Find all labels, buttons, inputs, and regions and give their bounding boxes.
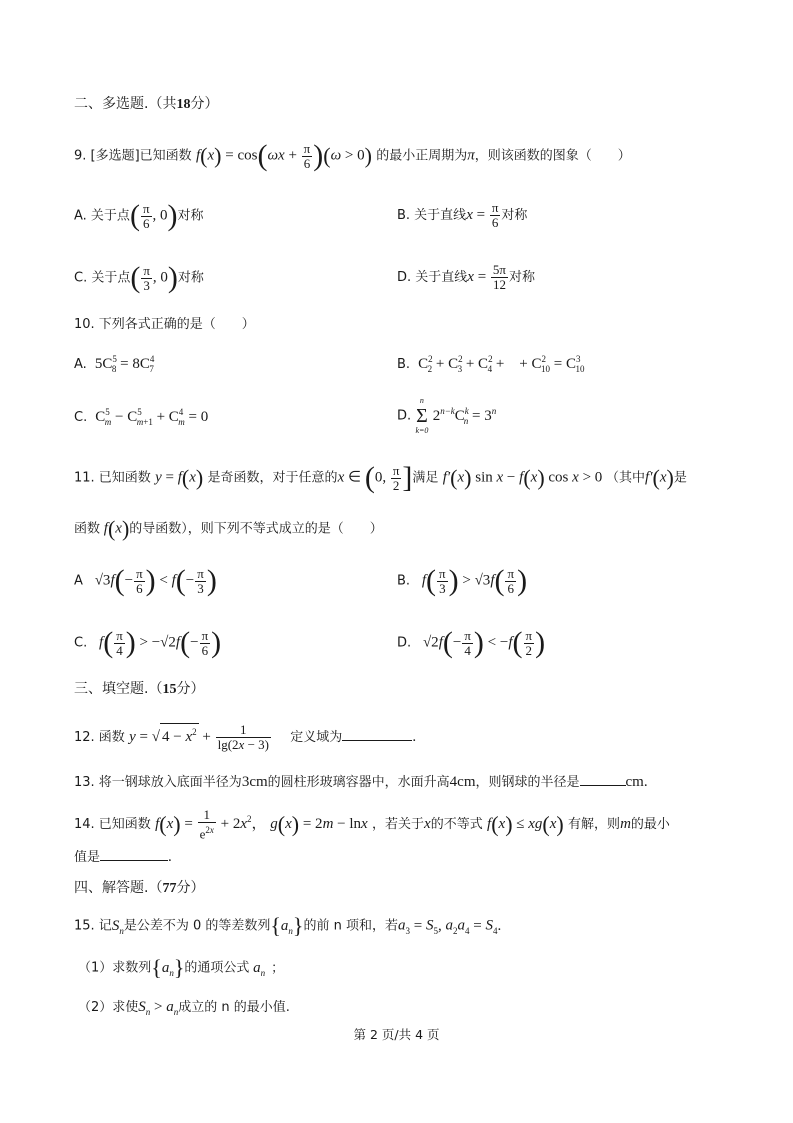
answer-blank-13[interactable] <box>580 773 626 786</box>
question-11-stem-line1: 11. 已知函数 y = f(x) 是奇函数，对于任意的x ∈ (0, $\frac{\pi}{2}$ ]满足 f′(x) sin x − f(x) cos x > 0 （其中f′(x)是 <box>74 461 687 494</box>
question-10-stem: 10. 下列各式正确的是（ ） <box>74 317 255 332</box>
question-9-option-b: B. 关于直线x = $\frac{\pi}{6}$ 对称 <box>397 200 528 230</box>
section-4-score: 77 <box>162 881 177 896</box>
question-14-line2: 值是 . <box>74 849 172 865</box>
question-15-stem: 15. 记$S_n$是公差不为 0 的等差数列$\{a_n\}$的前 n 项和，若$a_3 = S_5$, $a_2a_4 = S_4$. <box>74 913 502 938</box>
question-10-option-d: D. n Σ k=0 $2^{n-k}C^k_n = 3^n$ <box>397 396 497 435</box>
question-9-option-c: C. 关于点( $\frac{\pi}{3}$ , 0)对称 <box>74 261 204 294</box>
answer-blank-14[interactable] <box>100 848 168 861</box>
question-10-option-c: C. $C^5_m - C^5_{m+1} + C^4_m = 0$ <box>74 407 209 427</box>
question-9-option-a: A. 关于点( $\frac{\pi}{6}$ , 0)对称 <box>74 199 204 232</box>
question-15-part-1: （1）求数列$\{a_n\}$的通项公式 $a_n$ ； <box>78 955 285 980</box>
question-14-line1: 14. 已知函数 f(x) = $\frac{1}{e^{2x}}$ + $2x^2$， g(x) = 2m − lnx ，若关于x的不等式 f(x) ≤ xg(x) 有解，则m的最小 <box>74 807 670 842</box>
question-11-stem-line2: 函数 f(x)的导函数），则下列不等式成立的是（ ） <box>74 516 383 541</box>
page-footer: 第 2 页/共 4 页 <box>353 1027 440 1042</box>
question-11-option-d: D. √2f(− $\frac{\pi}{4}$ ) < −f( $\frac{\pi}{2}$ ) <box>397 626 546 659</box>
section-2-heading: 二、多选题.（共18分） <box>74 96 219 112</box>
question-10-option-a: A. $5C^5_8 = 8C^4_7$ <box>74 354 155 374</box>
section-4-heading: 四、解答题.（77分） <box>74 880 205 896</box>
section-3-heading: 三、填空题.（15分） <box>74 681 205 697</box>
question-12: 12. 函数 y = √ $4 - x^2$ + $\frac{1}{\lg(2x - 3)}$ 定义域为 . <box>74 722 417 752</box>
question-10-option-b: B. $C^2_2 + C^2_3 + C^2_4$ + + $C^2_{10} = C^3_{10}$ <box>397 354 585 374</box>
question-11-option-b: B. f( $\frac{\pi}{3}$ ) > √3f( $\frac{\pi}{6}$ ) <box>397 564 528 597</box>
question-9-stem: 9. [多选题]已知函数 f(x) = cos(ωx + $\frac{\pi}{6}$ )(ω > 0) 的最小正周期为π，则该函数的图象（ ） <box>74 139 631 172</box>
section-3-score: 15 <box>162 682 177 697</box>
section-2-score: 18 <box>176 97 191 112</box>
answer-blank-12[interactable] <box>342 728 412 741</box>
question-11-option-a: A √3f(− $\frac{\pi}{6}$ ) < f(− $\frac{\pi}{3}$ ) <box>74 564 217 597</box>
question-9-option-d: D. 关于直线x = $\frac{5\pi}{12}$ 对称 <box>397 262 536 292</box>
question-15-part-2: （2）求使$S_n > a_n$成立的 n 的最小值. <box>78 999 290 1017</box>
question-13: 13. 将一钢球放入底面半径为3cm的圆柱形玻璃容器中，水面升高4cm，则钢球的半径是 cm. <box>74 774 648 790</box>
question-11-option-c: C. f( $\frac{\pi}{4}$ ) > −√2f(− $\frac{\pi}{6}$ ) <box>74 626 222 659</box>
